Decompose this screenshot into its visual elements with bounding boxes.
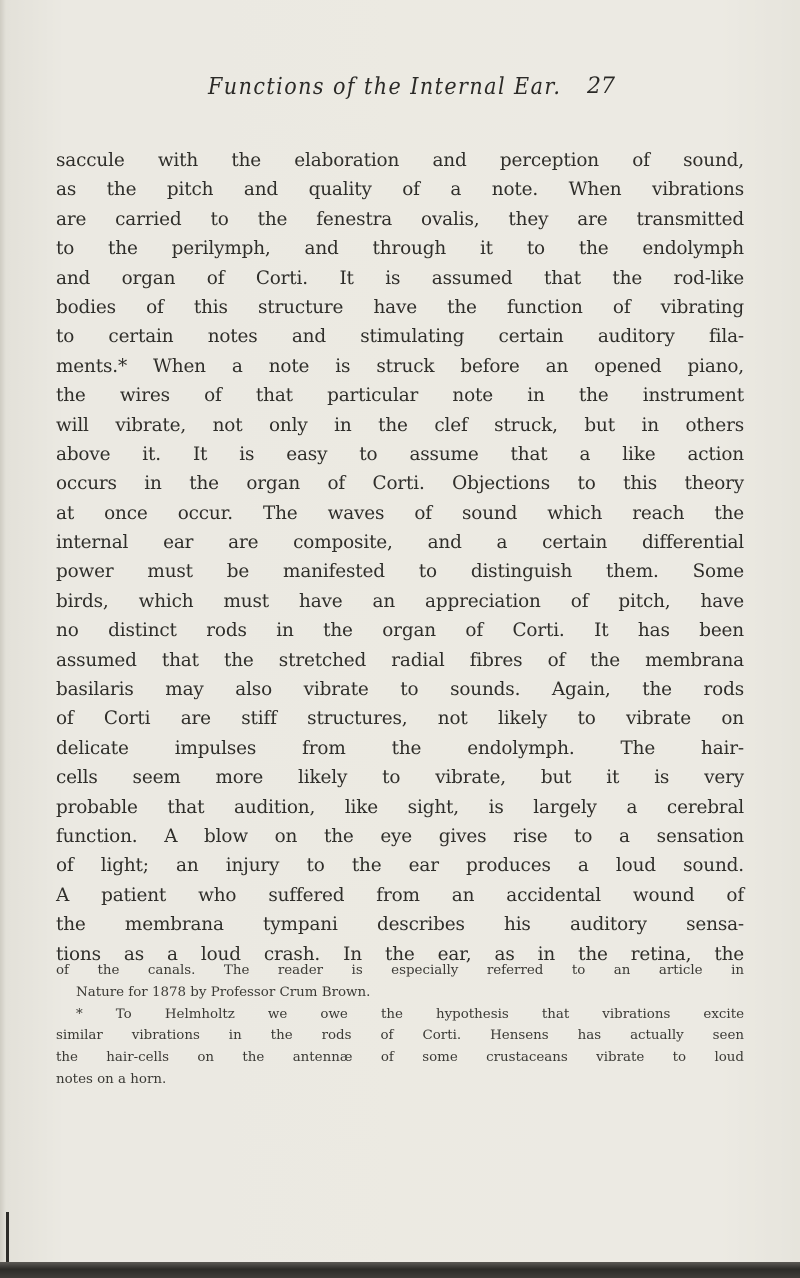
body-line: A patient who suffered from an accidental wound of bbox=[56, 884, 744, 906]
page-edge-mark bbox=[6, 1212, 9, 1264]
footnote-line: of the canals. The reader is especially referred to an article in bbox=[56, 963, 744, 978]
footnote-line: * To Helmholtz we owe the hypothesis that vibrations excite bbox=[76, 1006, 744, 1022]
body-line: to the perilymph, and through it to the endolymph bbox=[56, 238, 744, 260]
body-line: at once occur. The waves of sound which reach the bbox=[56, 502, 744, 524]
body-line: the wires of that particular note in the instrument bbox=[56, 385, 744, 407]
footnote-line: Nature for 1878 by Professor Crum Brown. bbox=[76, 984, 371, 1000]
running-head bbox=[208, 74, 648, 114]
body-line: of Corti are stiff structures, not likely to vibrate on bbox=[56, 708, 744, 730]
body-line: and organ of Corti. It is assumed that the rod-like bbox=[56, 267, 744, 289]
body-line: of light; an injury to the ear produces a loud sound. bbox=[56, 855, 744, 877]
body-line: no distinct rods in the organ of Corti. It has been bbox=[56, 620, 744, 642]
body-line: the membrana tympani describes his auditory sensa- bbox=[56, 914, 744, 936]
body-line: function. A blow on the eye gives rise to a sensation bbox=[56, 825, 744, 847]
body-line: occurs in the organ of Corti. Objections to this theory bbox=[56, 473, 744, 495]
body-line: assumed that the stretched radial fibres of the membrana bbox=[56, 649, 744, 671]
footnotes bbox=[56, 960, 744, 1091]
body-line: above it. It is easy to assume that a like action bbox=[56, 443, 744, 465]
body-line: birds, which must have an appreciation of pitch, have bbox=[56, 590, 744, 612]
body-line: basilaris may also vibrate to sounds. Again, the rods bbox=[56, 679, 744, 701]
body-line: as the pitch and quality of a note. When vibrations bbox=[56, 179, 744, 201]
body-line: bodies of this structure have the function of vibrating bbox=[56, 296, 744, 318]
body-line: power must be manifested to distinguish them. Some bbox=[56, 561, 744, 583]
running-head-title: Functions of the Internal Ear. bbox=[208, 74, 562, 100]
body-paragraph bbox=[56, 146, 744, 969]
body-line: cells seem more likely to vibrate, but it is very bbox=[56, 767, 744, 789]
footnote-line: similar vibrations in the rods of Corti. Hensens has actually seen bbox=[56, 1028, 744, 1044]
body-line: will vibrate, not only in the clef struck, but in others bbox=[56, 414, 744, 436]
body-line: are carried to the fenestra ovalis, they are transmitted bbox=[56, 208, 744, 230]
body-line: to certain notes and stimulating certain auditory fila- bbox=[56, 326, 744, 348]
body-line: tions as a loud crash. In the ear, as in the retina, the bbox=[56, 943, 744, 965]
footnote-line: the hair-cells on the antennæ of some crustaceans vibrate to loud bbox=[56, 1050, 744, 1066]
page-bottom-edge bbox=[0, 1262, 800, 1278]
body-line: probable that audition, like sight, is largely a cerebral bbox=[56, 796, 744, 818]
page-number: 27 bbox=[587, 74, 615, 99]
page-gutter-shadow bbox=[0, 0, 6, 1278]
body-line: delicate impulses from the endolymph. The hair- bbox=[56, 737, 744, 759]
body-line: ments.* When a note is struck before an opened piano, bbox=[56, 355, 744, 377]
body-line: internal ear are composite, and a certain differential bbox=[56, 532, 744, 554]
body-line: saccule with the elaboration and perception of sound, bbox=[56, 150, 744, 171]
footnote-line: notes on a horn. bbox=[56, 1071, 167, 1087]
